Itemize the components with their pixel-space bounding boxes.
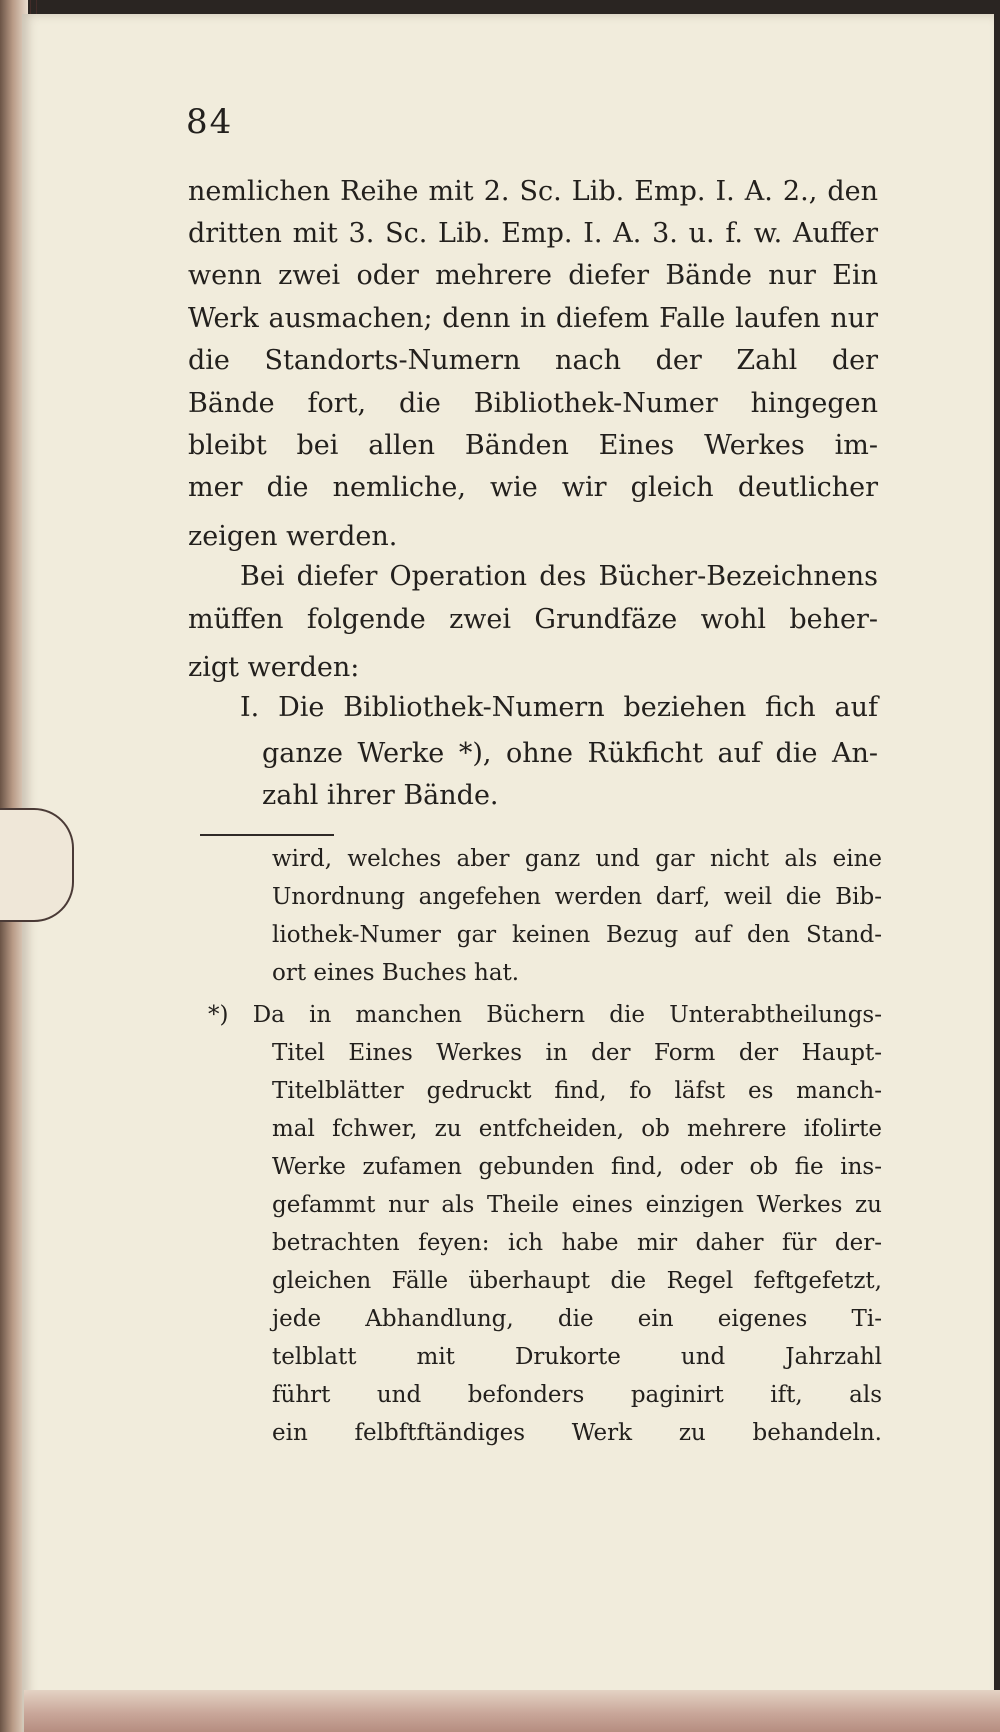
text-line: dritten mit 3. Sc. Lib. Emp. I. A. 3. u. f. w. Auffer xyxy=(188,218,878,249)
page-bottom-edge xyxy=(24,1690,1000,1732)
text-line: zahl ihrer Bände. xyxy=(262,780,499,811)
text-line: zeigen werden. xyxy=(188,521,398,552)
text-line: müffen folgende zwei Grundfäze wohl beher- xyxy=(188,604,878,635)
footnote-divider xyxy=(200,834,334,836)
footnote-line: telblatt mit Drukorte und Jahrzahl xyxy=(272,1344,882,1370)
footnote-line: mal fchwer, zu entfcheiden, ob mehrere ifolirte xyxy=(272,1116,882,1142)
footnote-line: Werke zufamen gebunden find, oder ob fie ins- xyxy=(272,1154,882,1180)
footnote-line: betrachten feyen: ich habe mir daher für der- xyxy=(272,1230,882,1256)
text-line: nemlichen Reihe mit 2. Sc. Lib. Emp. I. A. 2., den xyxy=(188,176,878,207)
footnote-line: Titel Eines Werkes in der Form der Haupt- xyxy=(272,1040,882,1066)
footnote-line: wird, welches aber ganz und gar nicht als eine xyxy=(272,846,882,872)
footnote-line: ort eines Buches hat. xyxy=(272,960,520,986)
text-line: I. Die Bibliothek-Numern beziehen fich auf xyxy=(240,692,878,723)
footnote-line: Titelblätter gedruckt find, fo läfst es manch- xyxy=(272,1078,882,1104)
text-line: ganze Werke *), ohne Rükficht auf die An- xyxy=(262,738,878,769)
text-line: bleibt bei allen Bänden Eines Werkes im- xyxy=(188,430,878,461)
text-line: zigt werden: xyxy=(188,652,360,683)
text-line: Werk ausmachen; denn in diefem Falle laufen nur xyxy=(188,303,878,334)
text-line: wenn zwei oder mehrere diefer Bände nur Ein xyxy=(188,260,878,291)
page-tab-curl xyxy=(0,808,74,922)
footnote-line: jede Abhandlung, die ein eigenes Ti- xyxy=(272,1306,882,1332)
footnote-line: Unordnung angefehen werden darf, weil die Bib- xyxy=(272,884,882,910)
page-number: 84 xyxy=(186,102,234,142)
text-line: Bei diefer Operation des Bücher-Bezeichnens xyxy=(240,561,878,592)
footnote-line: gefammt nur als Theile eines einzigen Werkes zu xyxy=(272,1192,882,1218)
text-line: die Standorts-Numern nach der Zahl der xyxy=(188,345,878,376)
footnote-line: gleichen Fälle überhaupt die Regel feftgefetzt, xyxy=(272,1268,882,1294)
footnote-line: führt und befonders paginirt ift, als xyxy=(272,1382,882,1408)
footnote-line: liothek-Numer gar keinen Bezug auf den Stand- xyxy=(272,922,882,948)
text-line: mer die nemliche, wie wir gleich deutlicher xyxy=(188,472,878,503)
text-line: Bände fort, die Bibliothek-Numer hingegen xyxy=(188,388,878,419)
footnote-line: ein felbftftändiges Werk zu behandeln. xyxy=(272,1420,882,1446)
footnote-line: *) Da in manchen Büchern die Unterabtheilungs- xyxy=(208,1002,882,1028)
